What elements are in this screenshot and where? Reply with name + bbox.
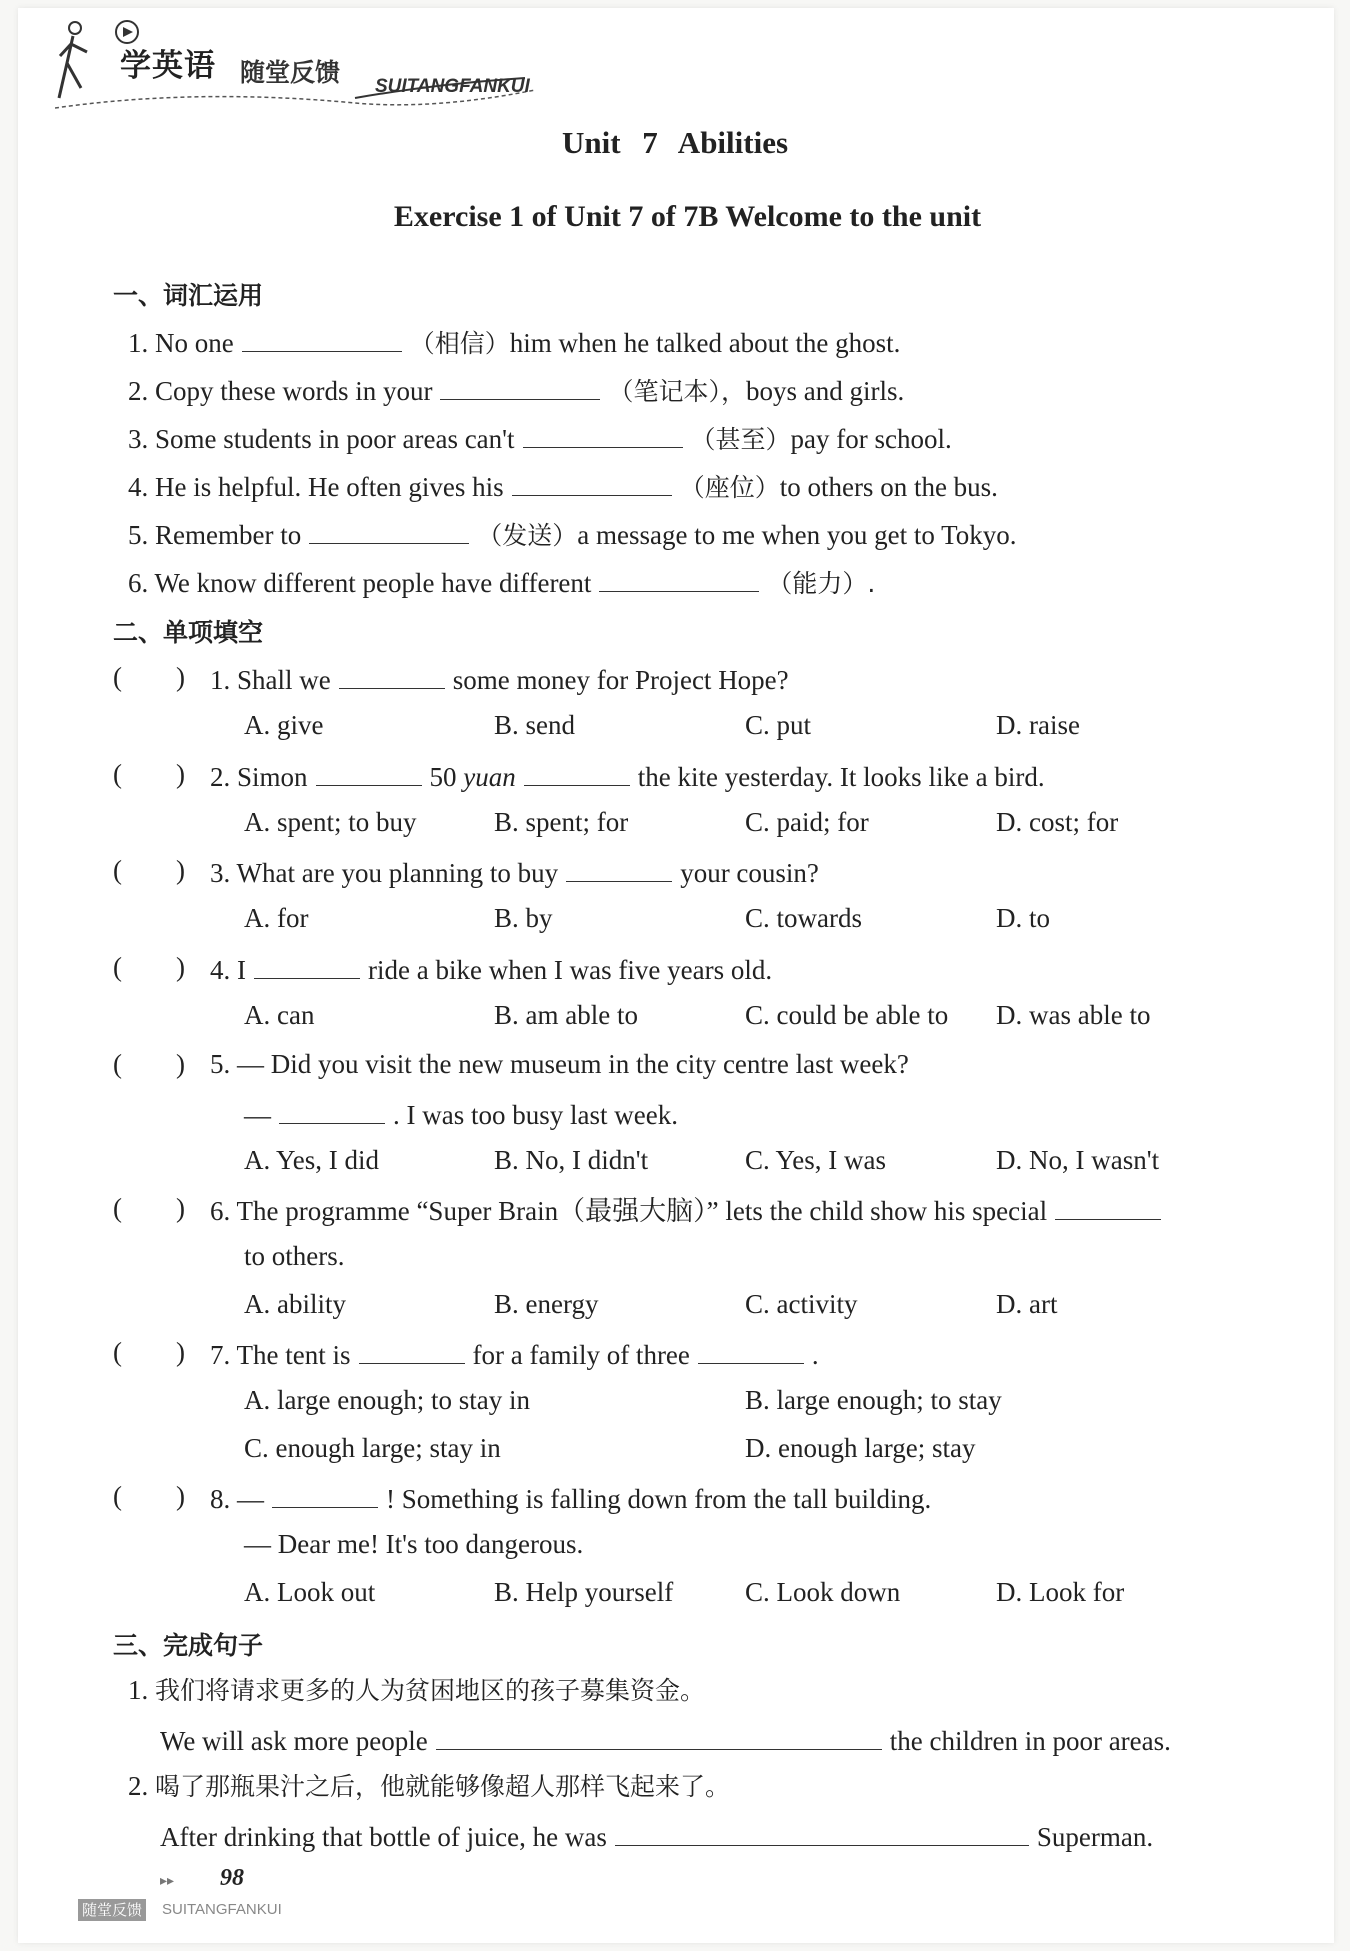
answer-blank[interactable] (523, 419, 683, 448)
answer-bracket[interactable]: ( ) (113, 1481, 185, 1511)
vocab-item: 5. Remember to （发送）a message to me when you get to Tokyo. (128, 515, 1017, 553)
question-stem: 4. I ride a bike when I was five years old. (210, 950, 772, 987)
section-heading-vocab: 一、词汇运用 (113, 281, 264, 310)
option-a[interactable]: A. Look out (244, 1577, 376, 1607)
footer-arrow-icon: ▸▸ (160, 1874, 175, 1889)
option-b[interactable]: B. send (494, 710, 575, 740)
page-subtitle: Exercise 1 of Unit 7 of 7B Welcome to the unit (393, 200, 982, 233)
option-c[interactable]: C. Look down (745, 1577, 901, 1607)
question-stem-line2: — . I was too busy last week. (244, 1095, 678, 1132)
question-stem: 3. What are you planning to buy your cousin? (210, 853, 819, 890)
option-b[interactable]: B. am able to (494, 1000, 638, 1030)
answer-bracket[interactable]: ( ) (113, 1049, 185, 1079)
answer-blank[interactable] (316, 757, 422, 786)
complete-item-en: After drinking that bottle of juice, he was Superman. (160, 1817, 1153, 1854)
option-c[interactable]: C. could be able to (745, 1000, 949, 1030)
question-stem: 2. Simon 50 yuan the kite yesterday. It looks like a bird. (210, 757, 1045, 794)
option-c[interactable]: C. towards (745, 903, 862, 933)
logo-pinyin: SUITANGFANKUI (375, 76, 530, 97)
answer-bracket[interactable]: ( ) (113, 662, 185, 692)
answer-bracket[interactable]: ( ) (113, 759, 185, 789)
answer-blank[interactable] (359, 1335, 465, 1364)
option-a[interactable]: A. ability (244, 1289, 346, 1319)
answer-blank[interactable] (339, 660, 445, 689)
option-d[interactable]: D. was able to (996, 1000, 1151, 1030)
page-title: Unit 7 Abilities (561, 125, 789, 160)
option-b[interactable]: B. Help yourself (494, 1577, 674, 1607)
header-logo (55, 18, 545, 118)
option-c[interactable]: C. enough large; stay in (244, 1433, 501, 1463)
option-d[interactable]: D. art (996, 1289, 1058, 1319)
answer-blank[interactable] (272, 1479, 378, 1508)
answer-bracket[interactable]: ( ) (113, 855, 185, 885)
option-d[interactable]: D. Look for (996, 1577, 1125, 1607)
option-b[interactable]: B. large enough; to stay (745, 1385, 1002, 1415)
answer-blank[interactable] (242, 323, 402, 352)
vocab-item: 3. Some students in poor areas can't （甚至）pay for school. (128, 419, 952, 457)
option-b[interactable]: B. energy (494, 1289, 599, 1319)
answer-blank[interactable] (254, 950, 360, 979)
answer-blank[interactable] (440, 371, 600, 400)
footer-badge-pinyin: SUITANGFANKUI (162, 1901, 282, 1918)
option-b[interactable]: B. spent; for (494, 807, 629, 837)
question-stem: 7. The tent is for a family of three . (210, 1335, 819, 1372)
answer-blank[interactable] (279, 1095, 385, 1124)
answer-blank[interactable] (436, 1721, 882, 1750)
complete-item-cn: 1. 我们将请求更多的人为贫困地区的孩子募集资金。 (128, 1675, 706, 1705)
option-c[interactable]: C. put (745, 710, 812, 740)
vocab-item: 4. He is helpful. He often gives his （座位）to others on the bus. (128, 467, 998, 505)
answer-blank[interactable] (599, 563, 759, 592)
answer-blank[interactable] (698, 1335, 804, 1364)
option-c[interactable]: C. paid; for (745, 807, 869, 837)
question-stem: 5. — Did you visit the new museum in the city centre last week? (210, 1049, 909, 1079)
complete-item-cn: 2. 喝了那瓶果汁之后，他就能够像超人那样飞起来了。 (128, 1771, 731, 1801)
option-a[interactable]: A. large enough; to stay in (244, 1385, 530, 1415)
vocab-item: 2. Copy these words in your （笔记本），boys and girls. (128, 371, 904, 409)
option-a[interactable]: A. Yes, I did (244, 1145, 380, 1175)
question-stem: 1. Shall we some money for Project Hope? (210, 660, 789, 697)
answer-bracket[interactable]: ( ) (113, 1193, 185, 1223)
answer-bracket[interactable]: ( ) (113, 1337, 185, 1367)
option-d[interactable]: D. to (996, 903, 1050, 933)
vocab-item: 1. No one （相信）him when he talked about the ghost. (128, 323, 900, 361)
question-stem: 8. — ! Something is falling down from the tall building. (210, 1479, 931, 1516)
logo-title: 学英语 (120, 48, 216, 84)
logo-subtitle: 随堂反馈 (240, 58, 341, 87)
option-a[interactable]: A. can (244, 1000, 315, 1030)
vocab-item: 6. We know different people have different （能力）. (128, 563, 875, 601)
section-heading-complete: 三、完成句子 (113, 1631, 264, 1660)
option-b[interactable]: B. No, I didn't (494, 1145, 649, 1175)
option-d[interactable]: D. enough large; stay (745, 1433, 976, 1463)
answer-bracket[interactable]: ( ) (113, 952, 185, 982)
option-c[interactable]: C. activity (745, 1289, 858, 1319)
footer-badge: 随堂反馈 (78, 1899, 146, 1921)
question-stem-line2: to others. (244, 1241, 345, 1271)
section-heading-choice: 二、单项填空 (113, 618, 264, 647)
option-d[interactable]: D. cost; for (996, 807, 1119, 837)
answer-blank[interactable] (309, 515, 469, 544)
option-d[interactable]: D. raise (996, 710, 1080, 740)
answer-blank[interactable] (512, 467, 672, 496)
answer-blank[interactable] (524, 757, 630, 786)
option-a[interactable]: A. spent; to buy (244, 807, 417, 837)
option-d[interactable]: D. No, I wasn't (996, 1145, 1160, 1175)
answer-blank[interactable] (566, 853, 672, 882)
option-b[interactable]: B. by (494, 903, 553, 933)
option-c[interactable]: C. Yes, I was (745, 1145, 887, 1175)
answer-blank[interactable] (615, 1817, 1029, 1846)
question-stem: 6. The programme “Super Brain（最强大脑）” lets the child show his special (210, 1191, 1169, 1228)
answer-blank[interactable] (1055, 1191, 1161, 1220)
page-number: 98 (220, 1865, 244, 1891)
option-a[interactable]: A. for (244, 903, 309, 933)
question-stem-line2: — Dear me! It's too dangerous. (244, 1529, 584, 1559)
complete-item-en: We will ask more people the children in poor areas. (160, 1721, 1171, 1758)
option-a[interactable]: A. give (244, 710, 324, 740)
